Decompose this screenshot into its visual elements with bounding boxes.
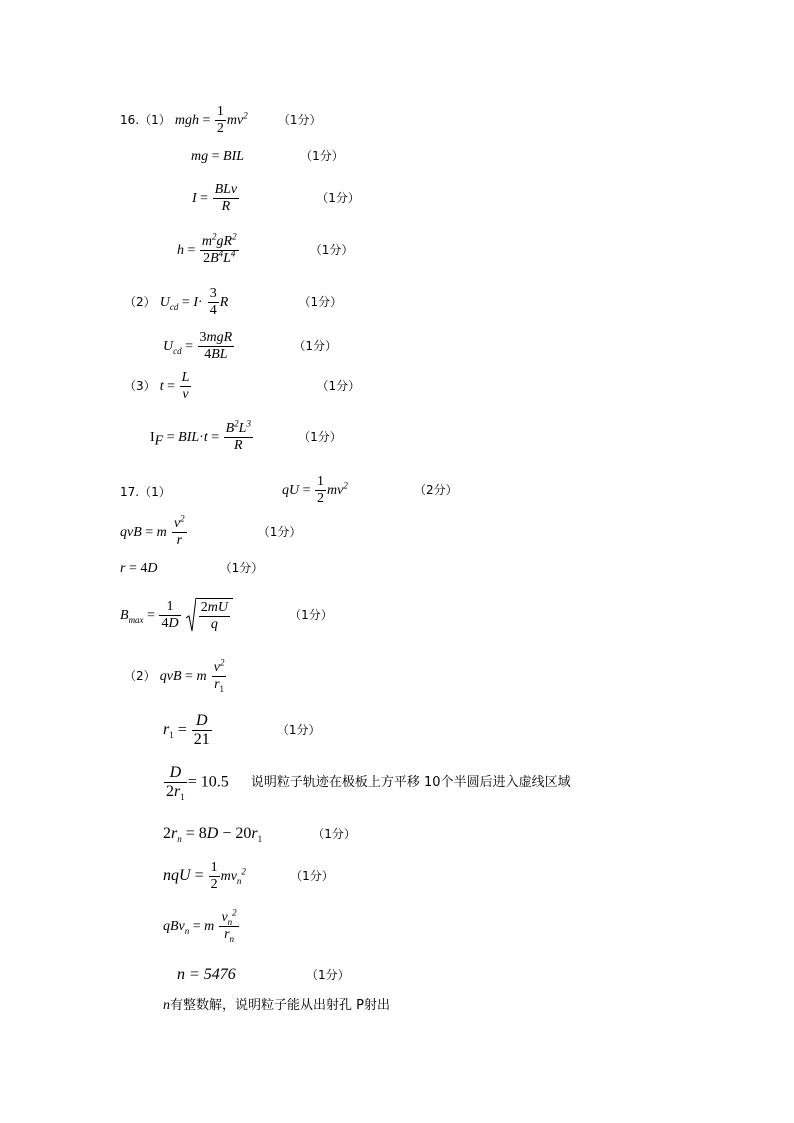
score: （1分） bbox=[290, 869, 334, 884]
q16-line-6: $U_{cd}$ = $\frac{\text{3mgR}}{4BL}$ （1分） bbox=[163, 330, 337, 363]
q17-line-10: qBv$_n$ = m $\frac{v_n^2}{r_n}$ bbox=[163, 907, 237, 944]
q16-line-3: I = $\frac{\text{BLv}}{R}$ （1分） bbox=[192, 182, 360, 215]
note-exit: 有整数解，说明粒子能从出射孔 P射出 bbox=[170, 998, 390, 1013]
q17-line-8: $2r_n = 8D - 20r_1$ （1分） bbox=[163, 825, 356, 845]
q17-line-12: n有整数解，说明粒子能从出射孔 P射出 bbox=[163, 998, 390, 1013]
score: （1分） bbox=[289, 608, 333, 623]
score: （1分） bbox=[316, 379, 361, 394]
note-half-circles: 说明粒子轨迹在极板上方平移 10个半圆后进入虚线区域 bbox=[250, 775, 571, 791]
score: （1分） bbox=[305, 968, 350, 982]
n-value: n = 5476 bbox=[177, 966, 236, 983]
sqrt-sign: $\frac{2mU}{q}$ bbox=[186, 598, 233, 633]
score: （1分） bbox=[219, 561, 264, 575]
frac-half: $\frac{1}{2}$ bbox=[216, 104, 224, 137]
eq-mgh: mgh bbox=[174, 113, 199, 129]
score: （1分） bbox=[298, 295, 343, 310]
score: （1分） bbox=[257, 525, 302, 540]
q16-line-1: 16.（1） mgh = $\frac{1}{2}$ $mv^2$ （1分） bbox=[120, 104, 322, 137]
q17-line-6: $r_1$ = $\frac{D}{21}$ （1分） bbox=[163, 712, 321, 749]
q17-line-7: $\frac{D}{2r_1}$ = 10.5 说明粒子轨迹在极板上方平移 10个半圆后进入虚线区域 bbox=[166, 764, 571, 803]
q17-label-line bbox=[120, 486, 171, 499]
q17-label: 17.（1） bbox=[120, 485, 171, 499]
q16-line-7: （3） t = $\frac{L}{v}$ （1分） bbox=[124, 370, 361, 403]
q16-line-2: mg = BIL （1分） bbox=[191, 149, 344, 164]
q16-line-4: h = $\frac{m^2gR^2}{2B^4L^4}$ （1分） bbox=[177, 231, 354, 267]
q16-label: 16.（1） bbox=[120, 113, 171, 128]
q17-line-11 bbox=[177, 967, 350, 983]
q17-line-4: $B_{max}$ = $\frac{1}{4D}$ $\frac{2mU}{q}$ （1分） bbox=[120, 599, 333, 633]
score: （1分） bbox=[300, 149, 344, 163]
q17-line-3: r = 4D （1分） bbox=[120, 561, 264, 576]
q17-line-9: nqU = $\frac{1}{2}$ $mv_n^2$ （1分） bbox=[163, 860, 334, 893]
score: （1分） bbox=[298, 430, 342, 445]
q17-eq-qU: qU = $\frac{1}{2}$ $mv^2$ （2分） bbox=[282, 474, 458, 507]
q16-line-8: $I_F = BIL\cdot t$ = $\frac{B^2L^3}{R}$ （1分） bbox=[150, 418, 342, 454]
score: （1分） bbox=[312, 827, 356, 841]
q17-line-5: （2） qvB = m $\frac{v^2}{r_1}$ bbox=[124, 657, 225, 694]
score: （2分） bbox=[414, 483, 458, 498]
score: （1分） bbox=[277, 113, 322, 128]
score: （1分） bbox=[309, 243, 354, 258]
q16-line-5: （2） $U_{cd} = I\cdot$ $\frac{3}{4}$ R （1分） bbox=[124, 286, 343, 319]
score: （1分） bbox=[276, 723, 321, 738]
q17-line-2: qvB = m $\frac{v^2}{r}$ （1分） bbox=[120, 513, 302, 549]
score: （1分） bbox=[293, 339, 337, 354]
score: （1分） bbox=[316, 191, 360, 206]
